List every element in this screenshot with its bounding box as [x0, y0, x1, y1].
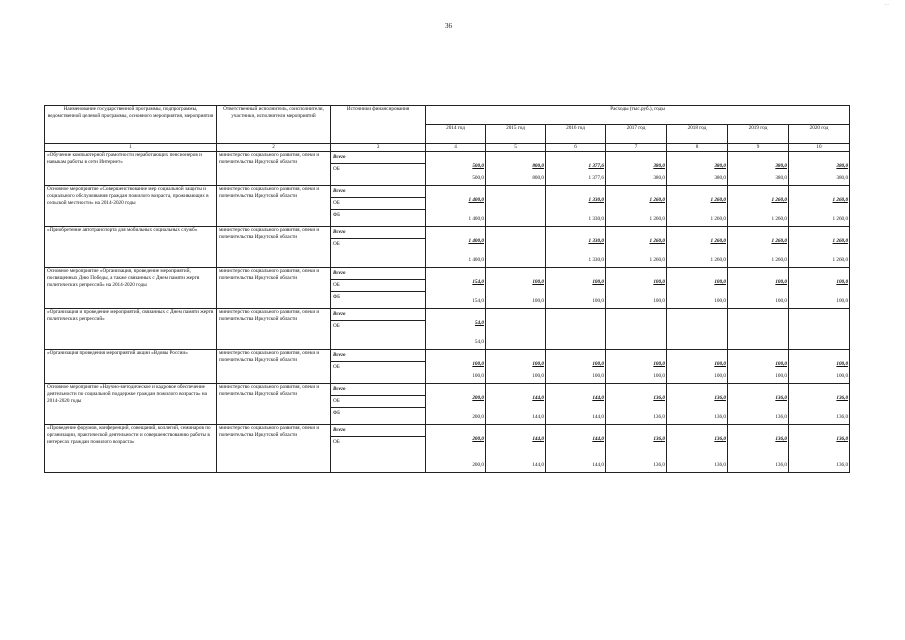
- value-ob: 154,0: [472, 298, 484, 304]
- source-label: ФБ: [331, 209, 425, 221]
- source-label: ОБ: [331, 163, 425, 175]
- row-executor: министерство социального развития, опеки и попечительства Иркутской области: [217, 309, 331, 350]
- column-number: 6: [546, 144, 606, 152]
- value-cell: [546, 425, 606, 473]
- value-ob: 100,0: [653, 373, 665, 379]
- value-cell: [789, 186, 850, 227]
- value-cell: [728, 227, 789, 268]
- header-executor: Ответственный исполнитель, соисполнители, участники, исполнители мероприятий: [217, 106, 331, 144]
- column-number: 2: [217, 144, 331, 152]
- value-ob: 200,0: [472, 414, 484, 420]
- value-total: 154,0: [472, 279, 484, 285]
- table-row: [45, 186, 850, 227]
- value-ob: 100,0: [714, 373, 726, 379]
- value-total: 100,0: [653, 279, 665, 285]
- value-total: 1 260,0: [832, 197, 849, 203]
- value-total: 136,0: [653, 395, 665, 401]
- value-cell: [486, 152, 546, 186]
- value-total: 1 260,0: [649, 197, 665, 203]
- value-ob: 1 330,0: [588, 257, 604, 263]
- source-label: ОБ: [331, 436, 425, 448]
- value-total: 100,0: [714, 279, 726, 285]
- value-total: 1 260,0: [771, 238, 787, 244]
- value-ob: 136,0: [714, 462, 726, 468]
- value-cell: [667, 268, 728, 309]
- value-cell: [546, 384, 606, 425]
- value-total: 100,0: [775, 279, 787, 285]
- source-label: Всего: [333, 311, 346, 317]
- expenses-table: [44, 105, 850, 473]
- value-cell: [606, 384, 667, 425]
- value-ob: 100,0: [653, 298, 665, 304]
- value-total: 100,0: [532, 279, 544, 285]
- row-sources: [331, 152, 426, 186]
- value-cell: [486, 186, 546, 227]
- page-number: 36: [445, 22, 452, 30]
- value-ob: 1 260,0: [649, 257, 665, 263]
- value-total: 1 400,0: [468, 197, 484, 203]
- table-row: [45, 350, 850, 384]
- value-cell: [426, 309, 486, 350]
- value-cell: [667, 227, 728, 268]
- column-number: 8: [667, 144, 728, 152]
- row-executor: министерство социального развития, опеки и попечительства Иркутской области: [217, 152, 331, 186]
- value-total: 500,0: [472, 163, 484, 169]
- source-label: ОБ: [331, 238, 425, 250]
- row-name: «Организация проведения мероприятий акции «Вдовы России»: [45, 350, 217, 384]
- value-cell: [789, 425, 850, 473]
- value-cell: [728, 350, 789, 384]
- row-name: «Проведение форумов, конференций, совещаний, коллегий, семинаров по организации, практической деятельности и совершенствованию работы в интересах граждан пожилого возраста»: [45, 425, 217, 473]
- value-ob: 380,0: [836, 175, 849, 181]
- value-total: 136,0: [775, 395, 787, 401]
- value-cell: [606, 268, 667, 309]
- value-ob: 1 260,0: [649, 216, 665, 222]
- value-cell: [546, 268, 606, 309]
- source-label: ОБ: [331, 395, 425, 407]
- value-cell: [486, 425, 546, 473]
- value-ob: 100,0: [836, 373, 849, 379]
- value-total: 54,0: [474, 320, 484, 326]
- value-total: 100,0: [836, 279, 849, 285]
- column-number: 7: [606, 144, 667, 152]
- value-total: 136,0: [714, 436, 726, 442]
- source-label: Всего: [333, 229, 346, 235]
- value-cell: [667, 384, 728, 425]
- value-cell: [426, 186, 486, 227]
- value-ob: 136,0: [836, 414, 849, 420]
- value-cell: [606, 227, 667, 268]
- value-total: 136,0: [836, 395, 849, 401]
- value-ob: 1 260,0: [832, 216, 849, 222]
- source-label: Всего: [333, 270, 346, 276]
- column-number: 3: [331, 144, 426, 152]
- value-total: 1 330,0: [588, 197, 604, 203]
- value-ob: 200,0: [472, 462, 484, 468]
- header-year: 2020 год: [789, 125, 850, 144]
- value-ob: 100,0: [714, 298, 726, 304]
- value-ob: 1 260,0: [832, 257, 849, 263]
- value-cell: [546, 227, 606, 268]
- value-cell: [606, 350, 667, 384]
- value-cell: [789, 350, 850, 384]
- source-label: ОБ: [331, 361, 425, 373]
- value-cell: [667, 350, 728, 384]
- value-ob: 380,0: [653, 175, 665, 181]
- row-sources: [331, 384, 426, 425]
- value-ob: 100,0: [532, 373, 544, 379]
- value-ob: 1 260,0: [771, 257, 787, 263]
- value-total: 1 260,0: [710, 238, 726, 244]
- value-ob: 100,0: [836, 298, 849, 304]
- value-total: 100,0: [775, 361, 787, 367]
- value-cell: [667, 186, 728, 227]
- value-total: 380,0: [775, 163, 787, 169]
- row-executor: министерство социального развития, опеки и попечительства Иркутской области: [217, 268, 331, 309]
- value-total: 144,0: [532, 395, 544, 401]
- value-ob: 800,0: [532, 175, 544, 181]
- value-total: 100,0: [592, 279, 604, 285]
- table-row: [45, 384, 850, 425]
- value-total: 1 260,0: [771, 197, 787, 203]
- value-ob: 1 260,0: [771, 216, 787, 222]
- column-number: 5: [486, 144, 546, 152]
- value-total: 1 260,0: [710, 197, 726, 203]
- value-ob: 100,0: [775, 373, 787, 379]
- value-ob: 144,0: [592, 414, 604, 420]
- value-ob: 100,0: [472, 373, 484, 379]
- row-sources: [331, 309, 426, 350]
- row-sources: [331, 425, 426, 473]
- value-cell: [728, 268, 789, 309]
- row-name: «Организация и проведение мероприятий, связанных с Днем памяти жертв политических репрессий»: [45, 309, 217, 350]
- header-source: Источники финансирования: [331, 106, 426, 144]
- header-year: 2016 год: [546, 125, 606, 144]
- value-cell: [486, 309, 546, 350]
- value-cell: [789, 384, 850, 425]
- value-cell: [546, 186, 606, 227]
- row-executor: министерство социального развития, опеки и попечительства Иркутской области: [217, 425, 331, 473]
- value-cell: [606, 425, 667, 473]
- value-ob: 380,0: [775, 175, 787, 181]
- source-label: Всего: [333, 386, 346, 392]
- value-cell: [667, 152, 728, 186]
- value-ob: 144,0: [532, 414, 544, 420]
- row-name: «Приобретение автотранспорта для мобильных социальных служб»: [45, 227, 217, 268]
- value-total: 136,0: [775, 436, 787, 442]
- row-executor: министерство социального развития, опеки и попечительства Иркутской области: [217, 350, 331, 384]
- value-total: 1 260,0: [832, 238, 849, 244]
- table-row: [45, 268, 850, 309]
- value-total: 1 260,0: [649, 238, 665, 244]
- value-ob: 500,0: [472, 175, 484, 181]
- value-cell: [789, 309, 850, 350]
- source-label: ОБ: [331, 279, 425, 291]
- table-row: [45, 309, 850, 350]
- value-ob: 54,0: [474, 339, 484, 345]
- header-year: 2014 год: [426, 125, 486, 144]
- value-ob: 136,0: [836, 462, 849, 468]
- row-executor: министерство социального развития, опеки и попечительства Иркутской области: [217, 384, 331, 425]
- value-cell: [728, 309, 789, 350]
- value-ob: 136,0: [714, 414, 726, 420]
- value-cell: [606, 186, 667, 227]
- value-total: 144,0: [532, 436, 544, 442]
- source-label: ФБ: [331, 407, 425, 419]
- value-total: 1 400,0: [468, 238, 484, 244]
- row-sources: [331, 227, 426, 268]
- value-total: 136,0: [714, 395, 726, 401]
- value-total: 136,0: [836, 436, 849, 442]
- value-total: 136,0: [653, 436, 665, 442]
- value-cell: [667, 309, 728, 350]
- value-ob: 136,0: [653, 414, 665, 420]
- value-cell: [728, 152, 789, 186]
- table-row: [45, 227, 850, 268]
- value-total: 380,0: [836, 163, 849, 169]
- value-ob: 100,0: [532, 298, 544, 304]
- value-cell: [426, 350, 486, 384]
- value-ob: 100,0: [592, 298, 604, 304]
- value-ob: 1 377,6: [588, 175, 604, 181]
- value-total: 100,0: [532, 361, 544, 367]
- value-total: 100,0: [714, 361, 726, 367]
- row-name: «Обучение компьютерной грамотности неработающих пенсионеров и навыкам работы в сети Интернет»: [45, 152, 217, 186]
- value-total: 144,0: [592, 395, 604, 401]
- source-label: ОБ: [331, 197, 425, 209]
- value-cell: [606, 309, 667, 350]
- header-name: Наименование государственной программы, подпрограммы, ведомственной целевой программы, основного мероприятия, мероприятия: [45, 106, 217, 144]
- row-executor: министерство социального развития, опеки и попечительства Иркутской области: [217, 227, 331, 268]
- value-cell: [546, 309, 606, 350]
- value-cell: [486, 268, 546, 309]
- value-ob: 136,0: [653, 462, 665, 468]
- value-ob: 1 400,0: [468, 257, 484, 263]
- value-total: 800,0: [532, 163, 544, 169]
- value-total: 100,0: [592, 361, 604, 367]
- value-cell: [606, 152, 667, 186]
- value-cell: [789, 268, 850, 309]
- value-total: 100,0: [472, 361, 484, 367]
- source-label: ОБ: [331, 320, 425, 332]
- value-ob: 1 400,0: [468, 216, 484, 222]
- column-number: 9: [728, 144, 789, 152]
- value-total: 380,0: [653, 163, 665, 169]
- value-total: 200,0: [472, 436, 484, 442]
- table-row: [45, 152, 850, 186]
- value-cell: [426, 384, 486, 425]
- value-total: 200,0: [472, 395, 484, 401]
- value-total: 1 330,0: [588, 238, 604, 244]
- value-cell: [667, 425, 728, 473]
- value-total: 380,0: [714, 163, 726, 169]
- row-sources: [331, 268, 426, 309]
- value-ob: 136,0: [775, 414, 787, 420]
- value-cell: [486, 384, 546, 425]
- table-row: [45, 425, 850, 473]
- column-number: 1: [45, 144, 217, 152]
- value-cell: [426, 227, 486, 268]
- value-cell: [486, 227, 546, 268]
- source-label: Всего: [333, 188, 346, 194]
- value-ob: 1 330,0: [588, 216, 604, 222]
- value-ob: 1 260,0: [710, 216, 726, 222]
- value-cell: [426, 425, 486, 473]
- value-ob: 136,0: [775, 462, 787, 468]
- value-ob: 144,0: [592, 462, 604, 468]
- value-cell: [728, 384, 789, 425]
- row-sources: [331, 350, 426, 384]
- source-label: Всего: [333, 154, 346, 160]
- source-label: Всего: [333, 427, 346, 433]
- row-name: Основное мероприятие «Научно-методическое и кадровое обеспечение деятельности по социальной поддержке граждан пожилого возраста» на 2014-2020 годы: [45, 384, 217, 425]
- value-cell: [546, 350, 606, 384]
- header-expenses: Расходы (тыс.руб.), годы: [426, 106, 850, 125]
- source-label: Всего: [333, 352, 346, 358]
- value-cell: [789, 227, 850, 268]
- value-total: 144,0: [592, 436, 604, 442]
- row-sources: [331, 186, 426, 227]
- header-year: 2018 год: [667, 125, 728, 144]
- value-cell: [789, 152, 850, 186]
- source-label: ФБ: [331, 291, 425, 303]
- value-ob: 100,0: [775, 298, 787, 304]
- column-number: 10: [789, 144, 850, 152]
- value-cell: [728, 186, 789, 227]
- value-total: 1 377,6: [588, 163, 604, 169]
- value-ob: 100,0: [592, 373, 604, 379]
- corner-mark: …: [884, 2, 889, 7]
- value-ob: 380,0: [714, 175, 726, 181]
- value-ob: 1 260,0: [710, 257, 726, 263]
- value-cell: [426, 152, 486, 186]
- row-executor: министерство социального развития, опеки и попечительства Иркутской области: [217, 186, 331, 227]
- row-name: Основное мероприятие «Организация, проведение мероприятий, посвященных Дню Победы, а также связанных с Днем памяти жертв политических репрессий» на 2014-2020 годы: [45, 268, 217, 309]
- value-total: 100,0: [836, 361, 849, 367]
- value-cell: [426, 268, 486, 309]
- header-year: 2017 год: [606, 125, 667, 144]
- value-ob: 144,0: [532, 462, 544, 468]
- column-number: 4: [426, 144, 486, 152]
- value-cell: [486, 350, 546, 384]
- value-cell: [546, 152, 606, 186]
- header-year: 2015 год: [486, 125, 546, 144]
- row-name: Основное мероприятие «Совершенствование мер социальной защиты и социального обслуживания граждан пожилого возраста, проживающих в сельской местности» на 2014-2020 годы: [45, 186, 217, 227]
- value-total: 100,0: [653, 361, 665, 367]
- value-cell: [728, 425, 789, 473]
- header-year: 2019 год: [728, 125, 789, 144]
